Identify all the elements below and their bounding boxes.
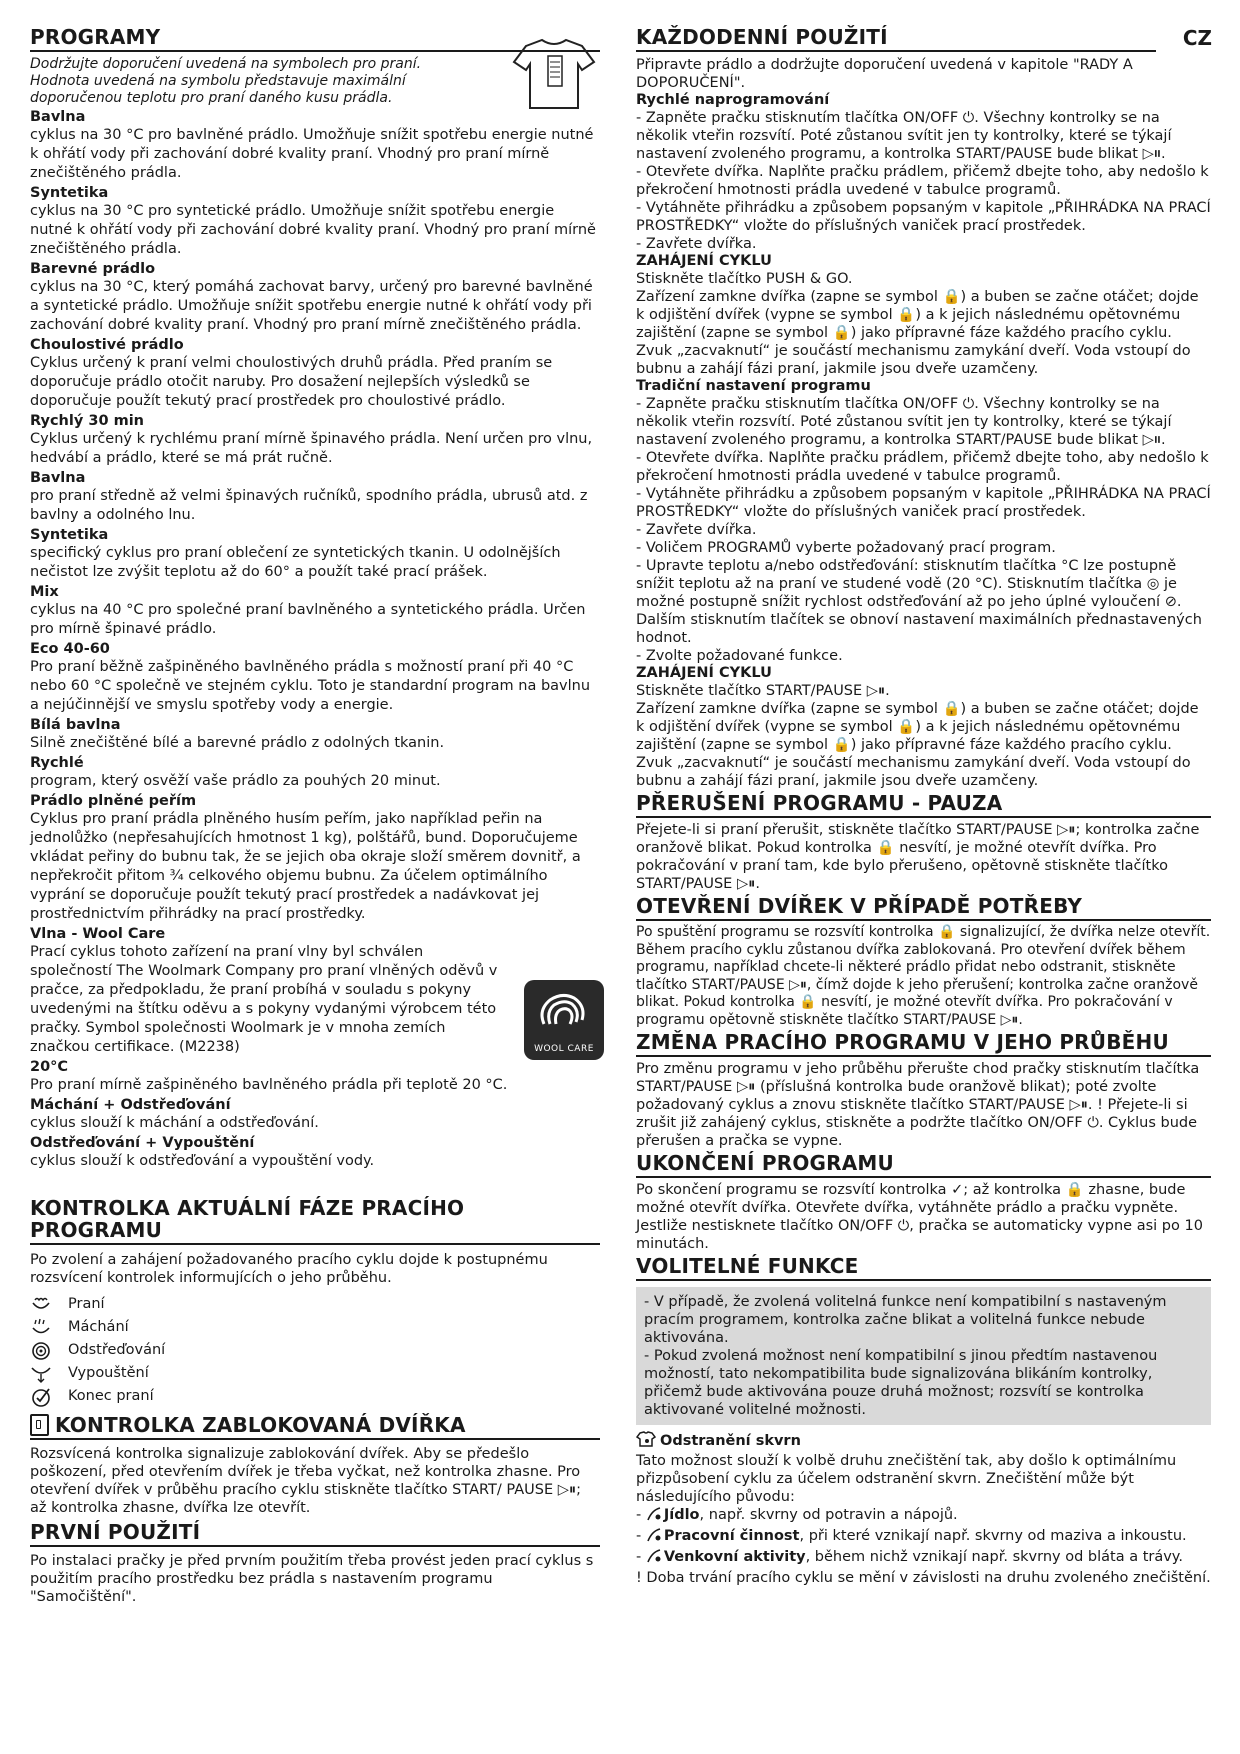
program-name: Syntetika xyxy=(30,527,109,543)
pause-text: Přejete-li si praní přerušit, stiskněte tlačítko START/PAUSE ▷⏸; kontrolka začne oranžově blikat. Pokud kontrolka 🔒 nesvítí, je možné otevřít dvířka. Pro pokračování v praní tam, kde bylo přerušeno, opětovně stiskněte tlačítko START/PAUSE ▷⏸. xyxy=(636,822,1200,892)
trad-step: - Voličem PROGRAMŮ vyberte požadovaný prací program. xyxy=(636,540,1056,556)
program-desc: Cyklus určený k rychlému praní mírně špinavého prádla. Není určen pro vlnu, hedvábí a prádlo, které se má prát ručně. xyxy=(30,431,593,466)
pause-title: PŘERUŠENÍ PROGRAMU - PAUZA xyxy=(636,792,1211,818)
end-title: UKONČENÍ PROGRAMU xyxy=(636,1152,1211,1178)
optional-line: - V případě, že zvolená volitelná funkce není kompatibilní s nastaveným pracím programem, kontrolka začne blikat a volitelná funkce nebude aktivována. xyxy=(644,1294,1167,1346)
optional-title: VOLITELNÉ FUNKCE xyxy=(636,1255,1211,1281)
program-name: Eco 40-60 xyxy=(30,641,110,657)
trad-title: Tradiční nastavení programu xyxy=(636,378,871,394)
program-desc: Cyklus určený k praní velmi choulostivých druhů prádla. Před praním se doporučuje prádlo otočit naruby. Pro dosažení nejlepších výsledků se doporučuje použít tekutý prací prostředek pro choulostivé prádlo. xyxy=(30,355,553,409)
program-list xyxy=(30,109,600,1171)
first-use-title: PRVNÍ POUŽITÍ xyxy=(30,1521,600,1547)
end-text: Po skončení programu se rozsvítí kontrolka ✓; až kontrolka 🔒 zhasne, bude možné otevřít dvířka. Otevřete dvířka, vytáhněte prádlo a pračku vypněte. Jestliže nestisknete tlačítko ON/OFF ⏻, pračka se automaticky vypne asi po 10 minutách. xyxy=(636,1182,1203,1252)
optional-note-box xyxy=(636,1287,1211,1425)
stain-item: - Jídlo, např. skvrny od potravin a nápojů. xyxy=(636,1506,1211,1527)
phase-label: Vypouštění xyxy=(68,1365,149,1381)
door-title xyxy=(30,1414,600,1440)
phase-label: Odstřeďování xyxy=(68,1342,166,1358)
quick-title: Rychlé naprogramování xyxy=(636,92,830,108)
stain-intro: Tato možnost slouží k volbě druhu znečištění tak, aby došlo k optimálnímu přizpůsobení cyklu za účelem odstranění skvrn. Znečištění může být následujícího původu: xyxy=(636,1453,1177,1505)
work-stain-icon xyxy=(646,1527,664,1548)
door-title-text: KONTROLKA ZABLOKOVANÁ DVÍŘKA xyxy=(55,1413,466,1437)
stain-type: Venkovní aktivity xyxy=(663,1549,806,1565)
program-name: Bavlna xyxy=(30,470,86,486)
phase-label: Praní xyxy=(68,1296,105,1312)
program-desc: cyklus slouží k máchání a odstřeďování. xyxy=(30,1115,319,1131)
quick-steps xyxy=(636,109,1211,253)
rinse-icon xyxy=(30,1318,68,1338)
left-column xyxy=(30,26,600,1606)
start1-steps xyxy=(636,270,1211,378)
language-code: CZ xyxy=(1182,26,1212,50)
first-use-text: Po instalaci pračky je před prvním použitím třeba provést jeden prací cyklus s použitím pracího prostředku bez prádla s nastavením programu "Samočištění". xyxy=(30,1553,594,1605)
program-name: Choulostivé prádlo xyxy=(30,337,184,353)
stain-type: Pracovní činnost xyxy=(663,1528,800,1544)
stain-desc: , při které vznikají např. skvrny od maziva a inkoustu. xyxy=(799,1528,1187,1544)
stain-type: Jídlo xyxy=(663,1507,700,1523)
program-desc: cyklus na 30 °C pro bavlněné prádlo. Umožňuje snížit spotřebu energie nutné k ohřátí vody při zachování dobré kvality praní. Vhodný pro praní mírně znečištěného prádla. xyxy=(30,127,594,181)
phase-item xyxy=(30,1362,600,1385)
program-name: Rychlý 30 min xyxy=(30,413,144,429)
stain-title: Odstranění skvrn xyxy=(660,1433,801,1449)
program-name: Odstřeďování + Vypouštění xyxy=(30,1135,255,1151)
quick-step: - Zapněte pračku stisknutím tlačítka ON/OFF ⏻. Všechny kontrolky se na několik vteřin rozsvítí. Poté zůstanou svítit jen ty kontrolky, které se týkají nastavení zvoleného programu, a kontrolka START/PAUSE bude blikat ▷⏸. xyxy=(636,110,1172,162)
program-name: Bavlna xyxy=(30,109,86,125)
optional-line: - Pokud zvolená možnost není kompatibilní s jinou předtím nastavenou možností, tato nekompatibilita bude signalizována blikáním kontrolky, přičemž bude aktivována pouze druhá možnost; rozsvítí se kontrolka aktivované volitelné možnosti. xyxy=(644,1348,1158,1418)
phase-intro: Po zvolení a zahájení požadovaného pracího cyklu dojde k postupnému rozsvícení kontrolek informujících o jeho průběhu. xyxy=(30,1252,548,1286)
trad-step: - Zvolte požadované funkce. xyxy=(636,648,843,664)
phase-title: KONTROLKA AKTUÁLNÍ FÁZE PRACÍHO PROGRAMU xyxy=(30,1197,600,1245)
right-column xyxy=(636,26,1211,1587)
start2-step: Zařízení zamkne dvířka (zapne se symbol 🔒) a buben se začne otáčet; dojde k odjištění dvířek (vypne se symbol 🔒) a k jejich následnému opětovnému zajištění (zapne se symbol 🔒) jako přípravné fáze každého pracího cyklu. Zvuk „zacvaknutí“ je součástí mechanismu zamykání dveří. Voda vstoupí do bubnu a zahájí fázi praní, jakmile jsou dveře uzamčeny. xyxy=(636,701,1199,789)
daily-intro: Připravte prádlo a dodržujte doporučení uvedená v kapitole "RADY A DOPORUČENÍ". xyxy=(636,57,1133,91)
program-desc: cyklus na 40 °C pro společné praní bavlněného a syntetického prádla. Určen pro mírně špinavé prádlo. xyxy=(30,602,586,637)
start1-step: Zařízení zamkne dvířka (zapne se symbol 🔒) a buben se začne otáčet; dojde k odjištění dvířek (vypne se symbol 🔒) a k jejich následnému opětovnému zajištění (zapne se symbol 🔒) jako přípravné fáze každého pracího cyklu. Zvuk „zacvaknutí“ je součástí mechanismu zamykání dveří. Voda vstoupí do bubnu a zahájí fázi praní, jakmile jsou dveře uzamčeny. xyxy=(636,289,1199,377)
phase-list xyxy=(30,1293,600,1408)
change-text: Pro změnu programu v jeho průběhu přerušte chod pračky stisknutím tlačítka START/PAUSE ▷⏸ (příslušná kontrolka bude oranžově blikat); poté zvolte požadovaný cyklus a znovu stiskněte tlačítko START/PAUSE ▷⏸. ! Přejete-li si zrušit již zahájený cyklus, stiskněte a podržte tlačítko ON/OFF ⏻. Cyklus bude přerušen a pračka se vypne. xyxy=(636,1061,1200,1149)
woolmark-logo xyxy=(524,980,604,1060)
spin-icon xyxy=(30,1341,68,1361)
program-name: Máchání + Odstřeďování xyxy=(30,1097,231,1113)
stain-note: ! Doba trvání pracího cyklu se mění v závislosti na druhu zvoleného znečištění. xyxy=(636,1570,1211,1586)
stain-title-row xyxy=(636,1431,1211,1452)
optional-lines xyxy=(644,1293,1203,1419)
quick-step: - Otevřete dvířka. Naplňte pračku prádlem, přičemž dbejte toho, aby nedošlo k překročení hmotnosti prádla uvedené v tabulce programů. xyxy=(636,164,1209,198)
phase-item xyxy=(30,1339,600,1362)
trad-steps xyxy=(636,395,1211,665)
start2-step: Stiskněte tlačítko START/PAUSE ▷⏸. xyxy=(636,683,890,699)
programy-title: PROGRAMY xyxy=(30,26,600,52)
trad-step: - Upravte teplotu a/nebo odstřeďování: stisknutím tlačítka °C lze postupně snížit teplotu až na praní ve studené vodě (20 °C). Stisknutím tlačítka ◎ je možné postupně snížit rychlost odstřeďování až po jeho úplné vyloučení ⊘. Dalším stisknutím tlačítek se obnoví nastavení maximálních přednastavených hodnot. xyxy=(636,558,1202,646)
program-name: Bílá bavlna xyxy=(30,717,121,733)
program-name: Vlna - Wool Care xyxy=(30,926,166,942)
start2-steps xyxy=(636,682,1211,790)
program-desc: cyklus slouží k odstřeďování a vypouštění vody. xyxy=(30,1153,375,1169)
program-desc: Prací cyklus tohoto zařízení na praní vlny byl schválen společností The Woolmark Company pro praní vlněných oděvů v pračce, za předpokladu, že praní probíhá v souladu s pokyny uvedenými na štítku oděvu a s pokyny vydanými výrobcem této pračky. Symbol společnosti Woolmark je v mnoha zemích značkou certifikace. (M2238) xyxy=(30,944,498,1055)
end-check-icon xyxy=(30,1387,68,1407)
program-name: Mix xyxy=(30,584,59,600)
phase-item xyxy=(30,1293,600,1316)
program-desc: Silně znečištěné bílé a barevné prádlo z odolných tkanin. xyxy=(30,735,445,751)
quick-step: - Vytáhněte přihrádku a způsobem popsaným v kapitole „PŘIHRÁDKA NA PRACÍ PROSTŘEDKY“ vložte do příslušných vaniček prací prostředek. xyxy=(636,200,1211,234)
program-name: Syntetika xyxy=(30,185,109,201)
stain-desc: , během nichž vznikají např. skvrny od bláta a trávy. xyxy=(805,1549,1183,1565)
wool-care-label: WOOL CARE xyxy=(534,1044,594,1054)
program-desc: program, který osvěží vaše prádlo za pouhých 20 minut. xyxy=(30,773,441,789)
outdoor-stain-icon xyxy=(646,1548,664,1569)
drain-icon xyxy=(30,1364,68,1384)
phase-item xyxy=(30,1316,600,1339)
start2-title: ZAHÁJENÍ CYKLU xyxy=(636,665,772,681)
daily-title: KAŽDODENNÍ POUŽITÍ xyxy=(636,26,1156,52)
door-text: Rozsvícená kontrolka signalizuje zablokování dvířek. Aby se předešlo poškození, před otevřením dvířek je třeba vyčkat, než kontrolka zhasne. Pro otevření dvířek v průběhu pracího cyklu stiskněte tlačítko START/ PAUSE ▷⏸; až kontrolka zhasne, dvířka lze otevřít. xyxy=(30,1446,582,1516)
program-desc: Cyklus pro praní prádla plněného husím peřím, jako například peřin na jednolůžko (nepřesahujících hmotnost 1 kg), polštářů, bund. Doporučujeme vkládat peřiny do bubnu tak, že se jejich oba okraje složí směrem dovnitř, a nepřekročit přitom ¾ celkového objemu bubnu. Za účelem optimálního vyprání se doporučuje použít tekutý prací prostředek a nadávkovat jej prostřednictvím přihrádky na prací prostředky. xyxy=(30,811,581,922)
trad-step: - Otevřete dvířka. Naplňte pračku prádlem, přičemž dbejte toho, aby nedošlo k překročení hmotnosti prádla uvedené v tabulce programů. xyxy=(636,450,1209,484)
trad-step: - Zavřete dvířka. xyxy=(636,522,757,538)
program-name: Prádlo plněné peřím xyxy=(30,793,197,809)
program-desc: cyklus na 30 °C pro syntetické prádlo. Umožňuje snížit spotřebu energie nutné k ohřátí vody při zachování dobré kvality praní. Vhodný pro praní mírně znečištěného prádla. xyxy=(30,203,596,257)
trad-step: - Zapněte pračku stisknutím tlačítka ON/OFF ⏻. Všechny kontrolky se na několik vteřin rozsvítí. Poté zůstanou svítit jen ty kontrolky, které se týkají nastavení zvoleného programu, a kontrolka START/PAUSE bude blikat ▷⏸. xyxy=(636,396,1172,448)
phase-label: Konec praní xyxy=(68,1388,154,1404)
open-door-text: Po spuštění programu se rozsvítí kontrolka 🔒 signalizující, že dvířka nelze otevřít. Během pracího cyklu zůstanou dvířka zablokovaná. Pro otevření dvířek během programu, například chcete-li některé prádlo přidat nebo odstranit, stiskněte tlačítko START/PAUSE ▷⏸, čímž dojde k jeho přerušení; kontrolka začne oranžově blikat. Pokud kontrolka 🔒 nesvítí, je možné otevřít dvířka. Pro pokračování v programu opětovně stiskněte tlačítko START/PAUSE ▷⏸. xyxy=(636,924,1211,1028)
food-stain-icon xyxy=(646,1506,664,1527)
stain-list xyxy=(636,1506,1211,1569)
program-desc: pro praní středně až velmi špinavých ručníků, spodního prádla, ubrusů atd. z bavlny a odolného lnu. xyxy=(30,488,588,523)
program-desc: cyklus na 30 °C, který pomáhá zachovat barvy, určený pro barevné bavlněné a syntetické prádlo. Umožňuje snížit spotřebu energie nutné k ohřátí vody při zachování dobré kvality praní. Vhodný pro praní mírně znečištěného prádla. xyxy=(30,279,593,333)
program-name: 20°C xyxy=(30,1059,69,1075)
open-door-title: OTEVŘENÍ DVÍŘEK V PŘÍPADĚ POTŘEBY xyxy=(636,895,1211,921)
phase-label: Máchání xyxy=(68,1319,129,1335)
wash-icon xyxy=(30,1295,68,1315)
stain-desc: , např. skvrny od potravin a nápojů. xyxy=(699,1507,958,1523)
start1-step: Stiskněte tlačítko PUSH & GO. xyxy=(636,271,853,287)
stain-shirt-icon xyxy=(636,1431,656,1452)
program-name: Rychlé xyxy=(30,755,84,771)
program-desc: Pro praní běžně zašpiněného bavlněného prádla s možností praní při 40 °C nebo 60 °C společně ve stejném cyklu. Toto je standardní program na bavlnu a nejúčinnější ve smyslu spotřeby vody a energie. xyxy=(30,659,591,713)
programy-intro: Dodržujte doporučení uvedená na symbolech pro praní. Hodnota uvedená na symbolu představuje maximální doporučenou teplotu pro praní daného kusu prádla. xyxy=(30,56,422,106)
start1-title: ZAHÁJENÍ CYKLU xyxy=(636,253,772,269)
program-desc: Pro praní mírně zašpiněného bavlněného prádla při teplotě 20 °C. xyxy=(30,1077,508,1093)
phase-item xyxy=(30,1385,600,1408)
quick-step: - Zavřete dvířka. xyxy=(636,236,757,252)
change-title: ZMĚNA PRACÍHO PROGRAMU V JEHO PRŮBĚHU xyxy=(636,1031,1211,1057)
door-lock-icon xyxy=(30,1414,49,1436)
stain-item: - Pracovní činnost, při které vznikají např. skvrny od maziva a inkoustu. xyxy=(636,1527,1211,1548)
trad-step: - Vytáhněte přihrádku a způsobem popsaným v kapitole „PŘIHRÁDKA NA PRACÍ PROSTŘEDKY“ vložte do příslušných vaniček prací prostředek. xyxy=(636,486,1211,520)
program-name: Barevné prádlo xyxy=(30,261,156,277)
program-desc: specifický cyklus pro praní oblečení ze syntetických tkanin. U odolnějších nečistot lze zvýšit teplotu až do 60° a použít také prací prášek. xyxy=(30,545,561,580)
tshirt-care-label-icon xyxy=(508,34,600,114)
stain-item: - Venkovní aktivity, během nichž vznikají např. skvrny od bláta a trávy. xyxy=(636,1548,1211,1569)
